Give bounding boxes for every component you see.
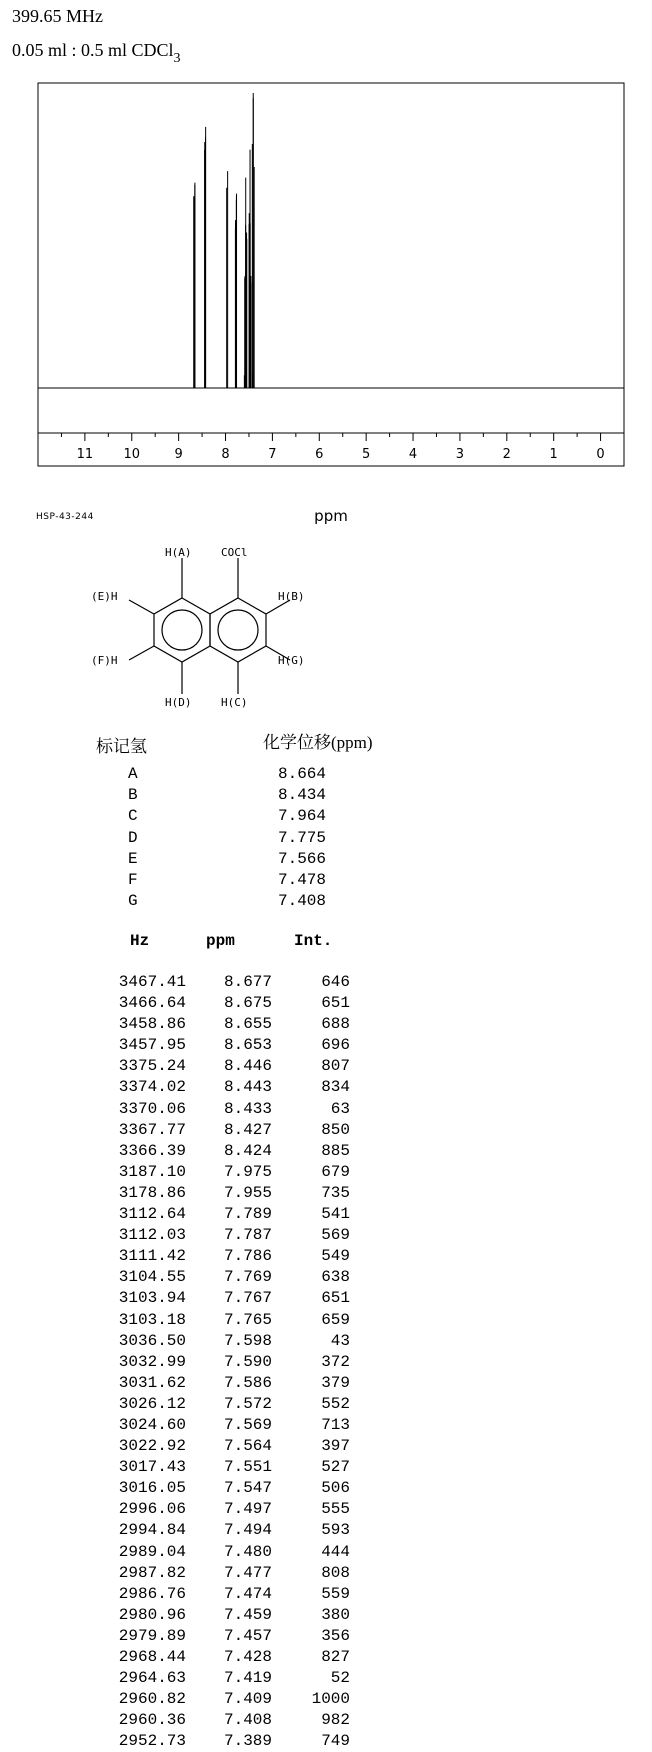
peak-hz: 3375.24 bbox=[118, 1057, 186, 1076]
peak-hz: 2952.73 bbox=[118, 1732, 186, 1751]
peak-ppm: 8.675 bbox=[223, 994, 272, 1013]
peak-intensity: 527 bbox=[321, 1458, 350, 1477]
peak-hz: 2987.82 bbox=[118, 1563, 186, 1582]
peak-hz: 3367.77 bbox=[118, 1120, 186, 1139]
peak-hz: 2964.63 bbox=[118, 1669, 186, 1688]
assignment-shift: 7.408 bbox=[278, 892, 327, 911]
peak-intensity: 552 bbox=[321, 1394, 350, 1413]
peak-ppm: 7.569 bbox=[223, 1415, 272, 1434]
label-h-d: H(D) bbox=[165, 696, 192, 709]
label-h-b: H(B) bbox=[278, 590, 305, 603]
peak-ppm: 8.446 bbox=[223, 1057, 272, 1076]
assignment-label: B bbox=[128, 786, 138, 805]
solvent-text: 0.05 ml : 0.5 ml CDCl bbox=[12, 40, 174, 60]
peak-intensity: 549 bbox=[321, 1247, 350, 1266]
aromatic-ring-left bbox=[162, 610, 202, 650]
label-cocl: COCl bbox=[221, 548, 248, 559]
peak-intensity: 356 bbox=[321, 1626, 350, 1645]
peak-ppm: 7.769 bbox=[223, 1268, 272, 1287]
assignment-row bbox=[128, 891, 358, 912]
label-h-g: H(G) bbox=[278, 654, 305, 667]
header-hz: Hz bbox=[130, 932, 150, 950]
peak-intensity: 827 bbox=[321, 1648, 350, 1666]
peak-hz: 2979.89 bbox=[118, 1626, 186, 1645]
peak-ppm: 7.572 bbox=[223, 1394, 272, 1413]
peak-hz: 2996.06 bbox=[118, 1500, 186, 1519]
x-tick-label: 10 bbox=[123, 447, 141, 462]
x-tick-label: 3 bbox=[455, 447, 465, 462]
peak-hz: 3374.02 bbox=[118, 1078, 186, 1097]
peak-intensity: 541 bbox=[321, 1205, 350, 1224]
peak-intensity: 380 bbox=[321, 1605, 350, 1624]
peak-ppm: 7.408 bbox=[223, 1711, 272, 1730]
peak-intensity: 444 bbox=[321, 1542, 350, 1561]
label-h-c: H(C) bbox=[221, 696, 248, 709]
peak-hz: 3112.64 bbox=[118, 1205, 186, 1224]
header-ppm: ppm bbox=[206, 932, 235, 950]
peak-hz: 3103.94 bbox=[118, 1289, 186, 1308]
peak-intensity: 63 bbox=[330, 1099, 350, 1118]
peak-hz: 2968.44 bbox=[118, 1648, 186, 1666]
peak-hz: 3026.12 bbox=[118, 1394, 186, 1413]
peak-hz: 3458.86 bbox=[118, 1015, 186, 1034]
assignment-header-label: 标记氢 bbox=[96, 737, 147, 756]
peak-hz: 3466.64 bbox=[118, 994, 186, 1013]
peak-intensity: 885 bbox=[321, 1141, 350, 1160]
assignment-header-shift: 化学位移(ppm) bbox=[263, 733, 373, 752]
assignment-row bbox=[128, 785, 358, 806]
peak-intensity: 646 bbox=[321, 973, 350, 991]
x-tick-label: 0 bbox=[596, 447, 605, 462]
assignment-table bbox=[128, 764, 358, 912]
assignment-row bbox=[128, 849, 358, 870]
peak-ppm: 7.598 bbox=[223, 1331, 272, 1350]
aromatic-ring-right bbox=[218, 610, 258, 650]
assignment-row bbox=[128, 870, 358, 891]
sample-solvent bbox=[12, 40, 181, 67]
assignment-label: F bbox=[128, 871, 138, 890]
peak-ppm: 8.433 bbox=[223, 1099, 272, 1118]
peak-hz: 3104.55 bbox=[118, 1268, 186, 1287]
naphthoyl-chloride-structure bbox=[75, 548, 355, 718]
peak-ppm: 7.564 bbox=[223, 1437, 272, 1456]
peak-hz: 3111.42 bbox=[118, 1247, 186, 1266]
peak-intensity: 696 bbox=[321, 1036, 350, 1055]
peak-hz: 3016.05 bbox=[118, 1479, 186, 1498]
peak-intensity: 982 bbox=[321, 1711, 350, 1730]
peak-hz: 2994.84 bbox=[118, 1521, 186, 1540]
peak-intensity: 808 bbox=[321, 1563, 350, 1582]
peak-intensity: 593 bbox=[321, 1521, 350, 1540]
peak-hz: 3103.18 bbox=[118, 1310, 186, 1329]
assignment-label: E bbox=[128, 849, 138, 868]
peak-hz: 2989.04 bbox=[118, 1542, 186, 1561]
assignment-shift: 7.566 bbox=[278, 849, 327, 868]
solvent-subscript: 3 bbox=[173, 51, 181, 66]
peak-ppm: 7.975 bbox=[223, 1162, 272, 1181]
label-h-f: (F)H bbox=[91, 654, 118, 667]
peak-hz: 3032.99 bbox=[118, 1352, 186, 1371]
peak-intensity: 372 bbox=[321, 1352, 350, 1371]
peak-ppm: 7.477 bbox=[223, 1563, 272, 1582]
peak-ppm: 7.551 bbox=[223, 1458, 272, 1477]
peak-ppm: 7.494 bbox=[223, 1521, 272, 1540]
peak-intensity: 397 bbox=[321, 1437, 350, 1456]
peak-ppm: 7.955 bbox=[223, 1183, 272, 1202]
assignment-shift: 7.775 bbox=[278, 828, 327, 847]
assignment-label: D bbox=[128, 828, 138, 847]
peak-hz: 3112.03 bbox=[118, 1226, 186, 1245]
peak-ppm: 7.590 bbox=[223, 1352, 272, 1371]
peak-intensity: 679 bbox=[321, 1162, 350, 1181]
x-axis-tick-labels bbox=[77, 447, 605, 462]
peak-hz: 2960.82 bbox=[118, 1690, 186, 1709]
peak-ppm: 7.767 bbox=[223, 1289, 272, 1308]
peak-ppm: 7.459 bbox=[223, 1605, 272, 1624]
peak-ppm: 7.428 bbox=[223, 1648, 272, 1666]
peak-hz: 2986.76 bbox=[118, 1584, 186, 1603]
x-tick-label: 1 bbox=[549, 447, 558, 462]
plot-frame bbox=[38, 83, 624, 466]
x-tick-label: 4 bbox=[408, 447, 418, 462]
peak-hz: 3024.60 bbox=[118, 1415, 186, 1434]
peak-ppm: 8.427 bbox=[223, 1120, 272, 1139]
peak-hz: 3031.62 bbox=[118, 1373, 186, 1392]
label-h-a: H(A) bbox=[165, 548, 192, 559]
assignment-label: C bbox=[128, 807, 138, 826]
spectrometer-frequency: 399.65 MHz bbox=[12, 6, 103, 26]
peak-ppm: 7.457 bbox=[223, 1626, 272, 1645]
peak-intensity: 638 bbox=[321, 1268, 350, 1287]
peak-ppm: 7.786 bbox=[223, 1247, 272, 1266]
peak-ppm: 8.443 bbox=[223, 1078, 272, 1097]
label-h-e: (E)H bbox=[91, 590, 118, 603]
peak-intensity: 52 bbox=[330, 1669, 350, 1688]
x-axis-label: ppm bbox=[314, 507, 348, 525]
x-tick-label: 9 bbox=[174, 447, 183, 462]
peak-intensity: 651 bbox=[321, 1289, 350, 1308]
peak-hz: 2980.96 bbox=[118, 1605, 186, 1624]
x-tick-label: 2 bbox=[502, 447, 511, 462]
peak-ppm: 7.474 bbox=[223, 1584, 272, 1603]
peak-intensity: 749 bbox=[321, 1732, 350, 1751]
peak-intensity: 651 bbox=[321, 994, 350, 1013]
peak-ppm: 7.547 bbox=[223, 1479, 272, 1498]
peak-ppm: 7.787 bbox=[223, 1226, 272, 1245]
x-axis-minor-ticks bbox=[61, 433, 624, 437]
peak-ppm: 7.389 bbox=[223, 1732, 272, 1751]
x-tick-label: 8 bbox=[221, 447, 230, 462]
peak-intensity: 555 bbox=[321, 1500, 350, 1519]
peak-hz: 3370.06 bbox=[118, 1099, 186, 1118]
peak-hz: 3022.92 bbox=[118, 1437, 186, 1456]
peak-ppm: 7.497 bbox=[223, 1500, 272, 1519]
peak-ppm: 8.655 bbox=[223, 1015, 272, 1034]
peak-hz: 3178.86 bbox=[118, 1183, 186, 1202]
peak-ppm: 8.677 bbox=[223, 973, 272, 991]
peak-intensity: 569 bbox=[321, 1226, 350, 1245]
peak-hz: 3036.50 bbox=[118, 1331, 186, 1350]
nmr-spectrum-chart bbox=[0, 75, 652, 535]
peak-intensity: 713 bbox=[321, 1415, 350, 1434]
spectrum-peaks bbox=[38, 93, 624, 388]
peak-ppm: 7.419 bbox=[223, 1669, 272, 1688]
assignment-shift: 7.964 bbox=[278, 807, 327, 826]
peak-intensity: 850 bbox=[321, 1120, 350, 1139]
peak-ppm: 7.480 bbox=[223, 1542, 272, 1561]
structure-bonds bbox=[129, 558, 290, 694]
peak-ppm: 8.653 bbox=[223, 1036, 272, 1055]
x-tick-label: 6 bbox=[315, 447, 324, 462]
peak-intensity: 807 bbox=[321, 1057, 350, 1076]
assignment-shift: 8.664 bbox=[278, 765, 327, 783]
peak-hz: 3187.10 bbox=[118, 1162, 186, 1181]
x-tick-label: 11 bbox=[76, 447, 94, 462]
header-int: Int. bbox=[294, 932, 333, 950]
peak-hz: 2960.36 bbox=[118, 1711, 186, 1730]
peak-intensity: 43 bbox=[330, 1331, 350, 1350]
peak-intensity: 1000 bbox=[311, 1690, 350, 1709]
peak-hz: 3467.41 bbox=[118, 973, 186, 991]
assignment-label: A bbox=[128, 765, 138, 783]
peak-ppm: 7.765 bbox=[223, 1310, 272, 1329]
peak-hz: 3017.43 bbox=[118, 1458, 186, 1477]
peak-ppm: 7.586 bbox=[223, 1373, 272, 1392]
peak-hz: 3457.95 bbox=[118, 1036, 186, 1055]
peak-intensity: 659 bbox=[321, 1310, 350, 1329]
peak-intensity: 834 bbox=[321, 1078, 350, 1097]
peak-intensity: 735 bbox=[321, 1183, 350, 1202]
assignment-shift: 8.434 bbox=[278, 786, 327, 805]
x-tick-label: 7 bbox=[268, 447, 277, 462]
peak-intensity: 559 bbox=[321, 1584, 350, 1603]
peak-ppm: 7.409 bbox=[223, 1690, 272, 1709]
assignment-row bbox=[128, 828, 358, 849]
x-tick-label: 5 bbox=[362, 447, 371, 462]
assignment-shift: 7.478 bbox=[278, 871, 327, 890]
assignment-label: G bbox=[128, 892, 138, 911]
peak-intensity: 379 bbox=[321, 1373, 350, 1392]
peak-ppm: 7.789 bbox=[223, 1205, 272, 1224]
peak-ppm: 8.424 bbox=[223, 1141, 272, 1160]
spectrum-code: HSP-43-244 bbox=[36, 512, 94, 522]
assignment-row bbox=[128, 764, 358, 785]
peak-hz: 3366.39 bbox=[118, 1141, 186, 1160]
peak-intensity: 506 bbox=[321, 1479, 350, 1498]
assignment-row bbox=[128, 806, 358, 827]
peak-intensity: 688 bbox=[321, 1015, 350, 1034]
